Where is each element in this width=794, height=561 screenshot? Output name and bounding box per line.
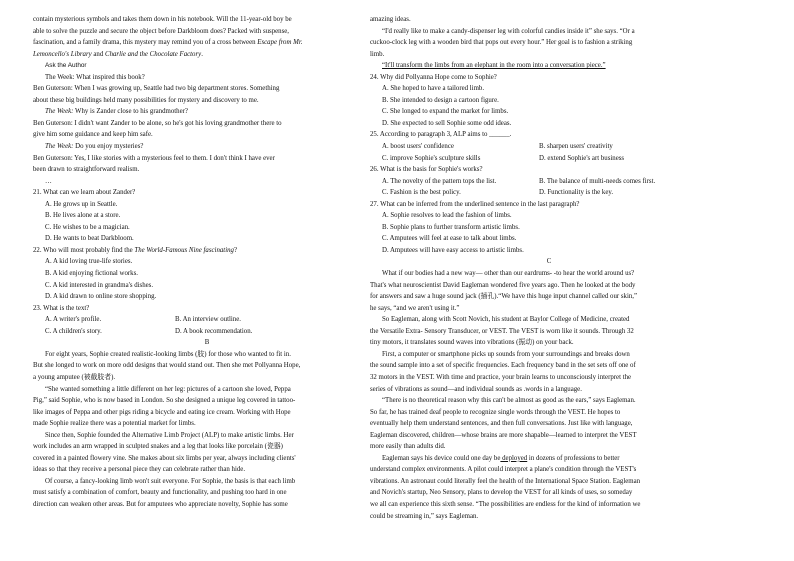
section-heading-c: C [546,258,552,266]
question-25-stem: 25. According to paragraph 3, ALP aims to ______. [370,131,512,139]
interview-question: The Week: Do you enjoy mysteries? [45,143,144,151]
intro-line: contain mysterious symbols and takes them down in his notebook. Will the 11-year-old boy be [33,16,292,23]
answer-option: A. boost users' confidence [382,143,454,151]
passage-line: limb. [370,50,385,58]
interview-answer: Ben Guterson: Yes, I like stories with a mysterious feel to them. I don't think I have ever [33,154,275,162]
answer-option: D. A kid drawn to online store shopping. [45,293,157,301]
intro-line: Lemoncello's Library and Charlie and the Chocolate Factory. [33,50,203,58]
question-22-stem: 22. Who will most probably find the The World-Famous Nine fascinating? [33,246,237,254]
passage-line: we all can experience this sixth sense. “The possibilities are endless for the kind of information we [370,500,641,508]
interview-answer: Ben Guterson: When I was growing up, Seattle had two big department stores. Something [33,85,280,93]
passage-line: eventually help them understand sentences, and then full conversations. Just like with language, [370,420,633,428]
passage-line: could be streaming in,” says Eagleman. [370,512,479,520]
underlined-sentence: “It'll transform the limbs from an elephant in the room into a conversation piece.” [382,62,606,70]
underlined-word: deployed [500,454,528,462]
answer-option-row [33,314,381,326]
passage-line: But she longed to work on more odd designs that would stand out. Then she met Pollyanna Hope, [33,362,301,370]
passage-line: cuckoo-clock leg with a wooden bird that pops out every hour.” Her goal is to fashion a striking [370,39,633,47]
answer-option: B. The balance of multi-needs comes first. [539,177,656,185]
question-23-stem: 23. What is the text? [33,304,90,312]
answer-option: C. Amputees will feel at ease to talk about limbs. [382,235,517,243]
passage-line: Eagleman says his device could one day be deployed in dozens of professions to better [382,454,620,462]
passage-line: and Novich's startup, Neo Sensory, plans to develop the VEST for all kinds of uses, so someday [370,489,633,497]
passage-line: ideas so that they receive a personal piece they can celebrate rather than hide. [33,466,246,474]
passage-line: What if our bodies had a new way— other than our eardrums- -to hear the world around us? [382,270,635,278]
answer-option-row [370,187,728,199]
answer-option: D. extend Sophie's art business [539,154,625,162]
interview-answer: been drawn to straightforward realism. [33,166,140,174]
answer-option: A. Sophie resolves to lead the fashion of limbs. [382,212,512,220]
passage-line: must satisfy a combination of comfort, beauty and functionality, and pushing too hard in one [33,489,287,497]
passage-line: “She wanted something a little different on her leg: pictures of a cartoon she loved, Peppa [45,385,291,393]
intro-line: fascination, and a family drama, this mystery may remind you of a cross between Escape from Mr. [33,39,303,47]
passage-line: he says, “and we aren't using it.” [370,304,460,312]
passage-line: vibrations. An astronaut could literally feel the health of the International Space Station. Eagleman [370,477,641,485]
passage-line: 32 motors in the VEST. With time and practice, your brain learns to unconsciously interpret the [370,373,632,381]
ask-author-heading: Ask the Author [45,62,87,70]
intro-line: able to solve the puzzle and secure the object before Darkbloom does? Packed with suspense, [33,27,289,35]
interview-question: The Week: Why is Zander close to his grandmother? [45,108,188,116]
answer-option: D. Amputees will have easy access to artistic limbs. [382,246,524,254]
passage-line: Of course, a fancy-looking limb won't suit everyone. For Sophie, the basis is that each limb [45,477,296,485]
answer-option: D. She expected to sell Sophie some odd ideas. [382,119,512,127]
passage-line: Eagleman discovered, children—whose brains are more shapable—learned to interpret the VEST [370,431,637,439]
answer-option: B. He lives alone at a store. [45,212,121,220]
passage-line: For eight years, Sophie created realistic-looking limbs (肢) for those who wanted to fit in. [45,350,291,358]
answer-option-row [370,153,728,165]
question-24-stem: 24. Why did Pollyanna Hope come to Sophie? [370,73,497,81]
answer-option: B. An interview outline. [175,316,241,324]
question-21-stem: 21. What can we learn about Zander? [33,189,136,197]
section-heading-b: B [204,339,210,347]
book-title: Escape from Mr. [257,39,303,47]
answer-option: A. She hoped to have a tailored limb. [382,85,485,93]
interview-answer: give him some guidance and keep him safe. [33,131,153,139]
book-title: Charlie and the Chocolate Factory [105,50,202,58]
answer-option: A. He grows up in Seattle. [45,200,118,208]
passage-line: covered in a painted flowery vine. She makes about six limbs per year, always including clients' [33,454,296,462]
answer-option: C. improve Sophie's sculpture skills [382,154,481,162]
answer-option: D. He wants to beat Darkbloom. [45,235,134,243]
passage-line: amazing ideas. [370,16,411,23]
passage-line: series of vibrations as sound—and individual sounds as .words in a language. [370,385,582,393]
answer-option: C. A kid interested in grandma's dishes. [45,281,154,289]
right-column [370,14,728,522]
passage-line: the sound sample into a set of specific frequencies. Each frequency band in the set sets off one of [370,362,636,370]
ellipsis: … [45,177,52,185]
passage-line: a young amputee (被截肢者). [33,373,116,381]
passage-line: Since then, Sophie founded the Alternative Limb Project (ALP) to make artistic limbs. Her [45,431,294,439]
passage-line: “There is no theoretical reason why this can't be almost as good as the ears,” says Eagleman. [382,397,636,405]
passage-line: First, a computer or smartphone picks up sounds from your surroundings and breaks down [382,350,630,358]
passage-line: made Sophie realize there was a potential market for limbs. [33,420,196,428]
passage-line: work includes an arm wrapped in sculpted snakes and a leg that looks like porcelain (瓷器) [33,443,283,451]
passage-line: So Eagleman, along with Scott Novich, his student at Baylor College of Medicine, created [382,316,630,324]
interview-question: The Week: What inspired this book? [45,73,145,81]
passage-line: the Versatile Extra- Sensory Transducer, or VEST. The VEST is worn like it sounds. Through 32 [370,327,634,335]
answer-option: C. He wishes to be a magician. [45,223,130,231]
passage-line: understand complex environments. A pilot could interpret a plane's condition through the VEST's [370,466,637,474]
passage-line: tiny motors, it translates sound waves into vibrations (振动) on your back. [370,339,574,347]
interview-answer: Ben Guterson: I didn't want Zander to be alone, so he's got his loving grandmother there to [33,119,282,127]
answer-option: C. A children's story. [45,327,102,335]
answer-option: B. sharpen users' creativity [539,143,613,151]
answer-option: B. A kid enjoying fictional works. [45,270,138,278]
answer-option-row [33,326,381,338]
passage-line: So far, he has trained deaf people to recognize single words through the VEST. He hopes to [370,408,621,416]
answer-option: D. A book recommendation. [175,327,253,335]
answer-option: A. The novelty of the pattern tops the list. [382,177,497,185]
answer-option: A. A kid loving true-life stories. [45,258,133,266]
question-26-stem: 26. What is the basis for Sophie's works? [370,166,483,174]
passage-line: “I'd really like to make a candy-dispenser leg with colorful candies inside it” she says. “Or a [382,27,635,35]
passage-line: like images of Peppa and other pigs riding a bicycle and eating ice cream. Working with Hope [33,408,291,416]
answer-option-row [370,141,728,153]
passage-line: Pig,” said Sophie, who is now based in London. So she designed a unique leg covered in tattoo- [33,397,296,405]
question-27-stem: 27. What can be inferred from the underlined sentence in the last paragraph? [370,200,580,208]
left-column [33,14,381,511]
passage-line: for answers and saw a huge sound jack (插孔).“We have this huge input channel called our skin,” [370,293,638,301]
answer-option: C. Fashion is the best policy. [382,189,461,197]
passage-line: That's what neuroscientist David Eagleman wondered five years ago. Then he looked at the body [370,281,636,289]
interview-answer: about these big buildings held many possibilities for mystery and discovery to me. [33,96,259,104]
passage-line: more easily than adults did. [370,443,446,451]
book-title: Lemoncello's Library [33,50,92,58]
answer-option: D. Functionality is the key. [539,189,614,197]
answer-option-row [370,176,728,188]
answer-option: A. A writer's profile. [45,316,102,324]
passage-line: direction can weaken other areas. But for amputees who appreciate novelty, Sophie has some [33,500,288,508]
answer-option: B. She intended to design a cartoon figure. [382,96,499,104]
answer-option: C. She longed to expand the market for limbs. [382,108,509,116]
answer-option: B. Sophie plans to further transform artistic limbs. [382,223,520,231]
